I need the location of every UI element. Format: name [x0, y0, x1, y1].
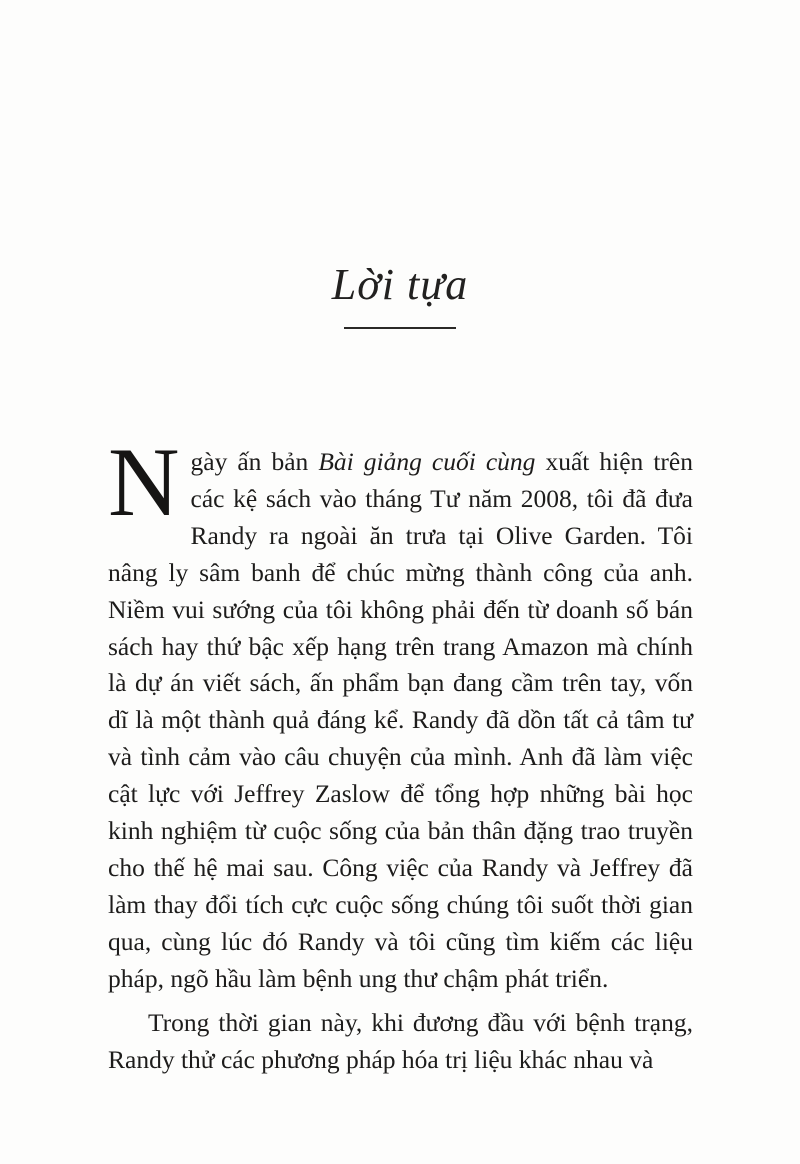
- chapter-heading: [0, 0, 800, 329]
- paragraph-first-lead: gày ấn bản: [190, 447, 319, 476]
- paragraph-first-rest: xuất hiện trên các kệ sách vào tháng Tư năm 2008, tôi đã đưa Randy ra ngoài ăn trưa tại Olive Garden. Tôi nâng ly sâm banh để chúc mừng thành công của anh. Niềm vui sướng của tôi không phải đến từ doanh số bán sách hay thứ bậc xếp hạng trên trang Amazon mà chính là dự án viết sách, ấn phẩm bạn đang cầm trên tay, vốn dĩ là một thành quả đáng kể. Randy đã dồn tất cả tâm tư và tình cảm vào câu chuyện của mình. Anh đã làm việc cật lực với Jeffrey Zaslow để tổng hợp những bài học kinh nghiệm từ cuộc sống của bản thân đặng trao truyền cho thế hệ mai sau. Công việc của Randy và Jeffrey đã làm thay đổi tích cực cuộc sống chúng tôi suốt thời gian qua, cùng lúc đó Randy và tôi cũng tìm kiếm các liệu pháp, ngõ hầu làm bệnh ung thư chậm phát triển.: [108, 447, 693, 993]
- chapter-title: Lời tựa: [331, 260, 469, 309]
- paragraph-second: Trong thời gian này, khi đương đầu với bệnh trạng, Randy thử các phương pháp hóa trị liệu khác nhau và: [108, 1007, 693, 1074]
- body-text: [108, 428, 693, 1078]
- title-rule-divider: [344, 327, 456, 329]
- drop-cap-letter: N: [108, 428, 180, 537]
- book-title-italic: Bài giảng cuối cùng: [318, 447, 536, 476]
- paragraph-first: [108, 428, 693, 998]
